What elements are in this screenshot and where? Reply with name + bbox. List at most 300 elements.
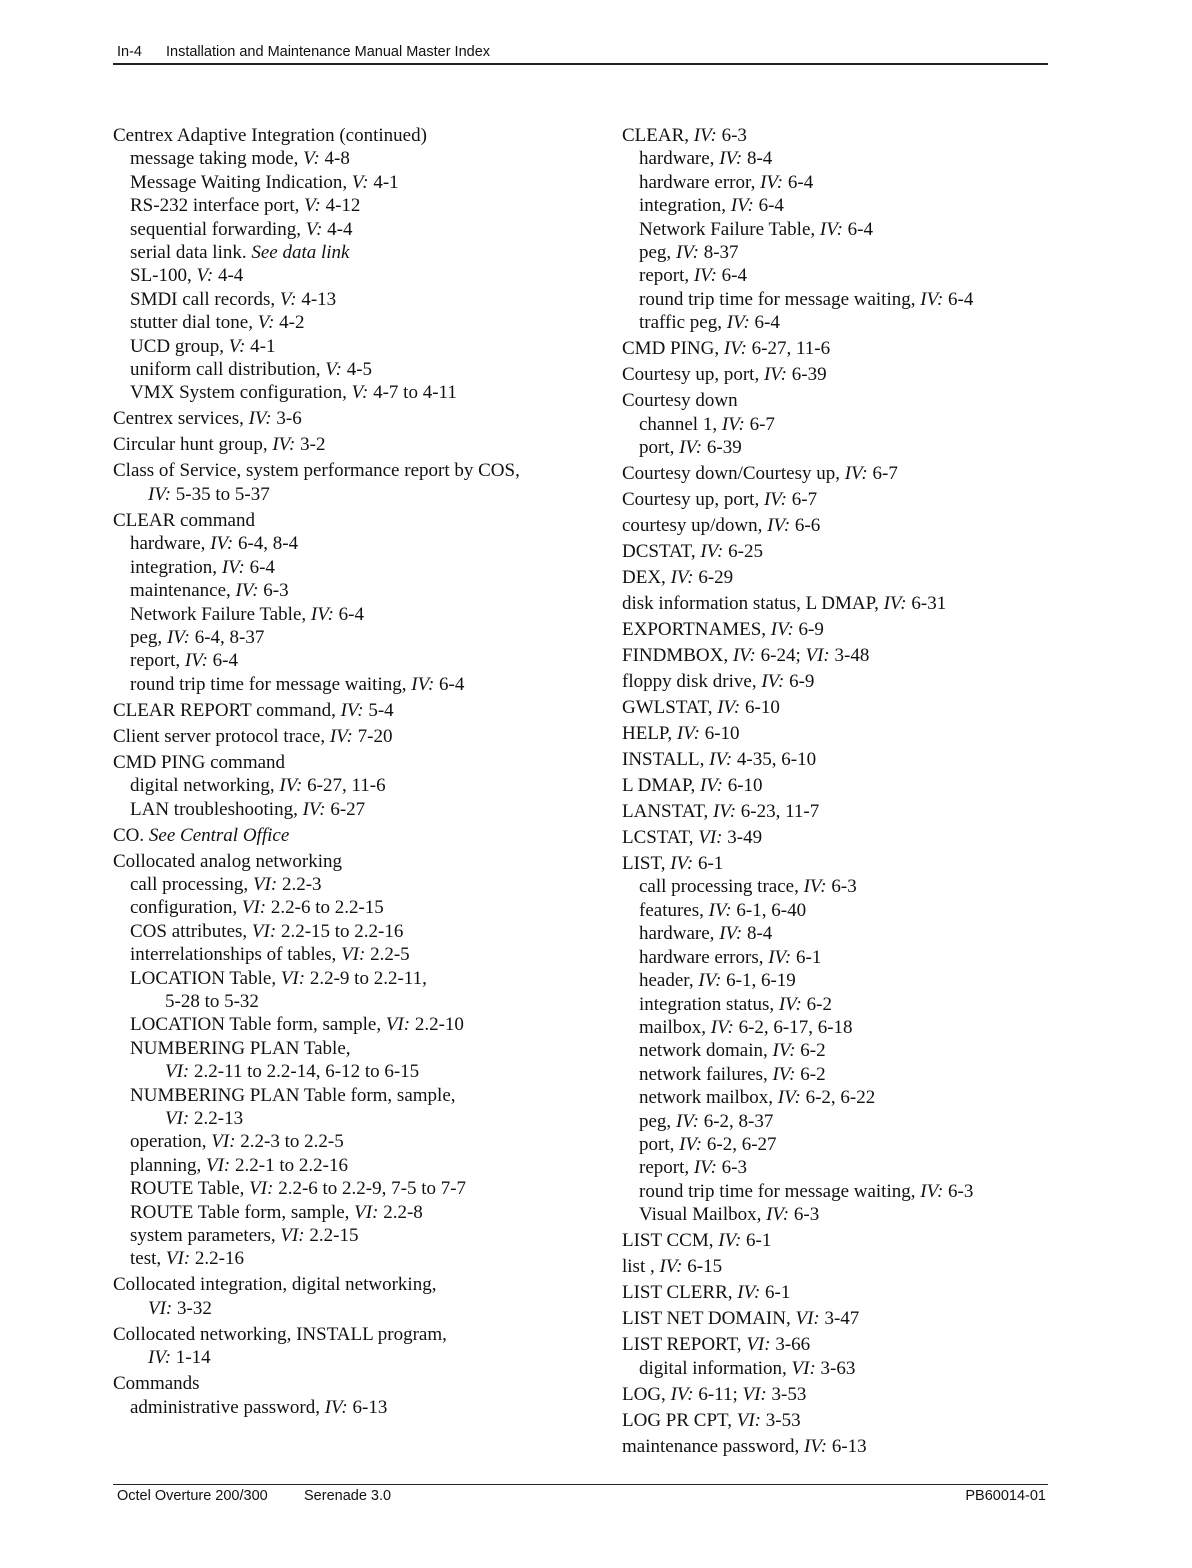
index-subentry (113, 264, 583, 287)
entry-term: VMX System configuration, (130, 382, 352, 404)
entry-term: LOCATION Table form, sample, (130, 1014, 386, 1036)
page-ref: 6-13 (347, 1396, 388, 1418)
index-entry (622, 462, 1042, 485)
volume-ref: IV: (920, 1180, 944, 1202)
volume-ref: IV: (659, 1256, 683, 1278)
page-ref: 6-3 (789, 1204, 820, 1226)
volume-ref: IV: (719, 148, 743, 170)
entry-term: header, (639, 970, 699, 992)
page-ref: 2.2-13 (189, 1108, 244, 1129)
page-ref: 6-31 (906, 593, 947, 615)
entry-term: call processing, (130, 873, 253, 895)
index-entry (622, 618, 1042, 641)
index-entry (622, 774, 1042, 797)
index-subentry (113, 626, 583, 649)
entry-term: maintenance password, (622, 1435, 805, 1457)
page-ref: 6-2, 6-27 (702, 1133, 777, 1155)
entry-continuation (130, 990, 583, 1013)
page-ref: 6-4 (434, 673, 465, 695)
page-ref: 6-27 (325, 798, 366, 820)
page-ref: 6-39 (787, 364, 827, 386)
volume-ref: IV: (772, 1040, 796, 1062)
entry-term: LOG, (622, 1383, 671, 1405)
footer-release: Serenade 3.0 (304, 1488, 392, 1504)
volume-ref: IV: (737, 1282, 761, 1304)
entry-term: maintenance, (130, 580, 236, 602)
entry-term: test, (130, 1248, 166, 1270)
entry-term: Centrex services, (113, 408, 249, 430)
page-ref: 5-4 (363, 699, 394, 721)
entry-term: Circular hunt group, (113, 434, 273, 456)
entry-term: Collocated analog networking (113, 850, 342, 872)
volume-ref: IV: (804, 1435, 828, 1457)
index-subentry (113, 288, 583, 311)
page-ref: 4-13 (296, 288, 337, 310)
volume-ref: IV: (670, 567, 694, 589)
volume-ref: IV: (767, 515, 791, 537)
entry-term: administrative password, (130, 1396, 325, 1418)
index-subentry (113, 241, 583, 264)
page-ref: 4-7 to 4-11 (368, 382, 457, 404)
volume-ref: VI: (385, 1014, 411, 1036)
index-subentry (113, 1084, 583, 1131)
volume-ref: IV: (718, 1230, 742, 1252)
page-ref: 6-2, 8-37 (698, 1110, 774, 1132)
index-entry (113, 407, 583, 430)
volume-ref: IV: (340, 699, 364, 721)
volume-ref: IV: (184, 650, 208, 672)
index-entry (113, 509, 583, 532)
page-ref: 2.2-1 to 2.2-16 (230, 1154, 348, 1176)
index-subentry (622, 993, 1042, 1016)
index-subentry (113, 649, 583, 672)
volume-ref: VI: (165, 1248, 191, 1270)
index-subentry (113, 943, 583, 966)
volume-ref: VI: (795, 1308, 820, 1330)
page-ref: 6-1, 6-19 (721, 970, 796, 992)
volume-ref: IV: (670, 1383, 694, 1405)
entry-term: uniform call distribution, (130, 359, 326, 381)
entry-term: UCD group, (130, 335, 229, 357)
volume-ref: IV: (719, 923, 743, 945)
index-subentry (113, 1130, 583, 1153)
entry-term: port, (639, 437, 680, 459)
page-ref: 6-11; (693, 1383, 743, 1405)
volume-ref: IV: (679, 437, 703, 459)
entry-term: operation, (130, 1131, 212, 1153)
page-ref: 8-37 (698, 242, 739, 264)
volume-ref: IV: (675, 1110, 699, 1132)
page-ref: 6-24; (755, 645, 806, 667)
page-ref: 6-10 (699, 723, 740, 745)
index-subentry (622, 1110, 1042, 1133)
volume-ref: IV: (235, 580, 259, 602)
page-ref: 2.2-15 to 2.2-16 (276, 920, 404, 942)
entry-continuation (130, 1060, 583, 1083)
volume-ref: VI: (211, 1131, 236, 1153)
entry-term: integration, (130, 556, 222, 578)
index-entry (622, 826, 1042, 849)
page-ref: 2.2-9 to 2.2-11, (305, 967, 427, 989)
index-subentry (622, 147, 1042, 170)
page-ref: 6-3 (826, 876, 857, 898)
volume-ref: IV: (726, 312, 750, 334)
entry-term: DCSTAT, (622, 541, 701, 563)
page-ref: 6-10 (722, 775, 763, 797)
page-ref: 6-7 (744, 413, 775, 435)
page-ref: 4-4 (322, 218, 353, 240)
volume-ref: VI: (252, 873, 278, 895)
index-subentry (113, 579, 583, 602)
page-ref: 2.2-6 to 2.2-9, 7-5 to 7-7 (273, 1178, 467, 1200)
page-ref: 6-25 (723, 541, 763, 563)
page-ref: 6-2, 6-17, 6-18 (733, 1016, 853, 1038)
volume-ref: IV: (760, 171, 784, 193)
volume-ref: IV: (248, 408, 272, 430)
volume-ref: VI: (280, 967, 306, 989)
entry-term: LIST CCM, (622, 1230, 719, 1252)
volume-ref: VI: (251, 920, 277, 942)
entry-term: Client server protocol trace, (113, 725, 330, 747)
index-entry (113, 824, 583, 847)
index-subentry (622, 218, 1042, 241)
volume-ref: IV: (708, 899, 732, 921)
volume-ref: IV: (272, 434, 296, 456)
page-ref: 6-4 (749, 312, 780, 334)
index-subentry (622, 1016, 1042, 1039)
volume-ref: IV: (819, 218, 843, 240)
entry-term: system parameters, (130, 1225, 281, 1247)
volume-ref: IV: (844, 463, 868, 485)
entry-term: Visual Mailbox, (639, 1204, 767, 1226)
entry-term: CO. (113, 824, 149, 846)
page-ref: 5-35 to 5-37 (171, 483, 270, 505)
index-entry (622, 337, 1042, 360)
volume-ref: VI: (805, 645, 830, 667)
page-ref: 6-3 (258, 580, 289, 602)
volume-ref: IV: (709, 749, 733, 771)
entry-term: Commands (113, 1373, 200, 1395)
entry-term: report, (130, 650, 185, 672)
entry-term: ROUTE Table form, sample, (130, 1201, 355, 1223)
index-column-right (622, 124, 1042, 1458)
volume-ref: VI: (341, 944, 366, 966)
page-ref: 6-1 (760, 1282, 791, 1304)
index-subentry (113, 358, 583, 381)
page-ref: 6-27, 11-6 (302, 775, 386, 797)
page-ref: 6-6 (790, 515, 821, 537)
page-ref: 6-7 (787, 489, 818, 511)
index-subentry (113, 896, 583, 919)
index-entry (622, 748, 1042, 771)
volume-ref: V: (279, 288, 297, 310)
index-entry (622, 800, 1042, 823)
page-ref: 6-1 (693, 853, 724, 875)
volume-ref: IV: (693, 125, 717, 146)
index-subentry (113, 1247, 583, 1270)
page-ref: 6-4 (753, 195, 784, 217)
page-ref: 4-35, 6-10 (732, 749, 817, 771)
index-entry (113, 459, 583, 506)
page-ref: 1-14 (171, 1347, 211, 1369)
entry-term: message taking mode, (130, 148, 304, 170)
volume-ref: IV: (772, 1063, 796, 1085)
entry-term: planning, (130, 1154, 206, 1176)
index-entry (622, 852, 1042, 875)
index-entry (622, 389, 1042, 412)
volume-ref: IV: (732, 645, 756, 667)
volume-ref: IV: (679, 1133, 703, 1155)
volume-ref: IV: (883, 593, 907, 615)
page-ref: 6-2 (795, 1063, 826, 1085)
entry-term: Courtesy up, port, (622, 489, 764, 511)
volume-ref: IV: (324, 1396, 348, 1418)
index-entry (622, 1255, 1042, 1278)
page-ref: 6-9 (784, 671, 815, 693)
volume-ref: VI: (241, 897, 267, 919)
page-ref: 6-4 (716, 265, 747, 287)
volume-ref: IV: (700, 541, 724, 563)
index-subentry (113, 798, 583, 821)
entry-term: hardware errors, (639, 946, 769, 968)
volume-ref: VI: (165, 1061, 190, 1083)
page-ref: 6-23, 11-7 (736, 801, 820, 823)
index-subentry (113, 1037, 583, 1084)
index-entry (622, 363, 1042, 386)
page-ref: 6-9 (793, 619, 824, 641)
index-subentry (113, 920, 583, 943)
page-ref: 3-49 (722, 827, 763, 849)
page-ref: 6-13 (827, 1435, 867, 1457)
entry-term: hardware, (639, 923, 720, 945)
index-subentry (622, 1039, 1042, 1062)
volume-ref: IV: (670, 853, 694, 875)
index-subentry (622, 1203, 1042, 1226)
index-subentry (622, 1156, 1042, 1179)
entry-term: Courtesy up, port, (622, 364, 764, 386)
entry-term: peg, (130, 626, 167, 648)
entry-term: network domain, (639, 1040, 773, 1062)
index-subentry (113, 335, 583, 358)
index-subentry (622, 946, 1042, 969)
index-entry (622, 1281, 1042, 1304)
entry-term: LIST, (622, 853, 671, 875)
entry-term: report, (639, 1157, 694, 1179)
page-ref: 3-6 (271, 408, 302, 430)
volume-ref: IV: (693, 1157, 717, 1179)
index-subentry (113, 673, 583, 696)
volume-ref: V: (304, 195, 321, 217)
volume-ref: VI: (165, 1108, 190, 1129)
page-ref: 6-4 (244, 556, 275, 578)
entry-term: Network Failure Table, (130, 603, 311, 625)
volume-ref: IV: (310, 603, 334, 625)
entry-term: Courtesy down (622, 390, 738, 412)
index-entry (622, 722, 1042, 745)
volume-ref: IV: (768, 946, 792, 968)
index-subentry (622, 264, 1042, 287)
volume-ref: V: (325, 359, 342, 381)
entry-term: CLEAR command (113, 509, 255, 531)
index-entry (622, 1333, 1042, 1356)
page-ref: 6-39 (702, 437, 742, 459)
volume-ref: IV: (761, 671, 785, 693)
volume-ref: IV: (763, 364, 787, 386)
page-ref: 2.2-3 to 2.2-5 (235, 1131, 344, 1153)
entry-term: CLEAR REPORT command, (113, 699, 341, 721)
index-entry (113, 1323, 583, 1370)
footer-rule (113, 1484, 1048, 1485)
index-entry (622, 124, 1042, 147)
entry-term: digital information, (639, 1357, 792, 1379)
entry-term: sequential forwarding, (130, 218, 306, 240)
page-ref: 3-47 (819, 1308, 860, 1330)
page-ref: 4-2 (274, 312, 305, 334)
entry-term: hardware, (130, 533, 211, 555)
page-ref: 2.2-10 (410, 1014, 464, 1036)
index-subentry (622, 1357, 1042, 1380)
entry-term: LOG PR CPT, (622, 1409, 737, 1431)
entry-term: CLEAR, (622, 125, 694, 146)
index-subentry (622, 288, 1042, 311)
index-subentry (622, 875, 1042, 898)
entry-term: LCSTAT, (622, 827, 699, 849)
entry-term: LOCATION Table, (130, 967, 281, 989)
index-subentry (622, 413, 1042, 436)
volume-ref: IV: (777, 1087, 801, 1109)
page-ref: 6-4, 8-37 (189, 626, 265, 648)
volume-ref: IV: (803, 876, 827, 898)
entry-term: list , (622, 1256, 660, 1278)
page-ref: 6-4 (207, 650, 238, 672)
index-subentry (622, 899, 1042, 922)
entry-term: RS-232 interface port, (130, 195, 305, 217)
page-ref: 6-4, 8-4 (233, 533, 299, 555)
entry-term: mailbox, (639, 1016, 711, 1038)
volume-ref: VI: (742, 1383, 767, 1405)
index-entry (622, 1229, 1042, 1252)
index-entry (622, 1435, 1042, 1458)
volume-ref: IV: (699, 775, 723, 797)
entry-term: stutter dial tone, (130, 312, 258, 334)
index-subentry (113, 147, 583, 170)
entry-term: DEX, (622, 567, 671, 589)
index-entry (622, 488, 1042, 511)
entry-term: Collocated integration, digital networking, (113, 1274, 437, 1296)
index-entry (622, 566, 1042, 589)
volume-ref: VI: (698, 827, 723, 849)
entry-term: FINDMBOX, (622, 645, 733, 667)
entry-term: features, (639, 899, 709, 921)
volume-ref: IV: (221, 556, 245, 578)
entry-term: CMD PING command (113, 751, 286, 773)
entry-term: hardware error, (639, 171, 761, 193)
volume-ref: IV: (210, 533, 234, 555)
entry-term: digital networking, (130, 775, 280, 797)
index-entry (113, 751, 583, 774)
volume-ref: IV: (723, 338, 747, 360)
index-subentry (622, 194, 1042, 217)
entry-term: floppy disk drive, (622, 671, 762, 693)
index-entry (113, 699, 583, 722)
index-subentry (622, 436, 1042, 459)
page-ref: 6-1 (741, 1230, 772, 1252)
volume-ref: IV: (698, 970, 722, 992)
page-ref: 6-10 (740, 697, 780, 719)
entry-continuation (113, 1297, 583, 1320)
index-subentry (113, 1201, 583, 1224)
volume-ref: IV: (302, 798, 326, 820)
volume-ref: See Central Office (148, 824, 290, 846)
page-ref: 3-53 (766, 1383, 807, 1405)
page-ref: 4-12 (320, 195, 361, 217)
page-ref: 3-32 (172, 1297, 212, 1319)
entry-term: interrelationships of tables, (130, 944, 342, 966)
index-subentry (622, 1063, 1042, 1086)
page-ref: 6-4 (783, 171, 814, 193)
entry-term: round trip time for message waiting, (130, 673, 412, 695)
page-ref: 4-4 (213, 265, 244, 287)
page-ref: 6-27, 11-6 (746, 338, 831, 360)
entry-term: GWLSTAT, (622, 697, 718, 719)
volume-ref: See data link (251, 242, 350, 264)
page-ref: 2.2-5 (365, 944, 410, 966)
page-ref: 3-48 (829, 645, 870, 667)
entry-term: disk information status, L DMAP, (622, 593, 884, 615)
page-ref: 6-4 (943, 288, 974, 310)
index-entry (622, 540, 1042, 563)
entry-term: channel 1, (639, 413, 722, 435)
page-ref: 2.2-6 to 2.2-15 (266, 897, 384, 919)
index-subentry (113, 381, 583, 404)
header-rule (113, 63, 1048, 65)
entry-term: network mailbox, (639, 1087, 778, 1109)
page-ref: 3-53 (761, 1409, 801, 1431)
volume-ref: VI: (746, 1334, 771, 1356)
index-subentry (622, 922, 1042, 945)
volume-ref: V: (351, 171, 369, 193)
volume-ref: IV: (710, 1016, 734, 1038)
entry-term: call processing trace, (639, 876, 804, 898)
page-ref: 4-1 (245, 335, 276, 357)
entry-term: configuration, (130, 897, 242, 919)
index-subentry (113, 194, 583, 217)
entry-term: EXPORTNAMES, (622, 619, 771, 641)
index-subentry (622, 1180, 1042, 1203)
page-ref: 2.2-11 to 2.2-14, 6-12 to 6-15 (189, 1061, 420, 1083)
entry-term: integration, (639, 195, 731, 217)
entry-term: NUMBERING PLAN Table form, sample, (130, 1084, 456, 1106)
entry-term: Class of Service, system performance report by COS, (113, 460, 520, 482)
entry-continuation (113, 1346, 583, 1369)
index-subentry (113, 603, 583, 626)
entry-term: hardware, (639, 148, 720, 170)
index-subentry (113, 1013, 583, 1036)
page-ref: 6-2 (795, 1040, 826, 1062)
entry-term: SMDI call records, (130, 288, 280, 310)
entry-term: Network Failure Table, (639, 218, 820, 240)
volume-ref: IV: (770, 619, 794, 641)
volume-ref: IV: (713, 801, 737, 823)
index-entry (113, 850, 583, 873)
volume-ref: IV: (148, 1347, 172, 1369)
footer-doc-number: PB60014-01 (965, 1488, 1046, 1504)
volume-ref: V: (257, 312, 275, 334)
page-ref: 3-2 (295, 434, 326, 456)
running-title: Installation and Maintenance Manual Master Index (166, 44, 491, 60)
index-entry (622, 644, 1042, 667)
index-subentry (622, 171, 1042, 194)
